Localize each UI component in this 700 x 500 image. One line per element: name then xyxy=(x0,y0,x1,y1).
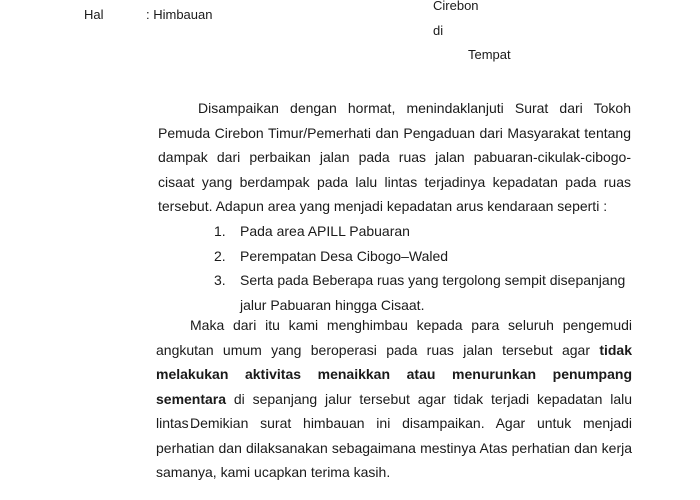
appeal-text-emphasis: tidak melakukan aktivitas menaikkan atau menurunkan penumpang sementara xyxy=(156,341,632,407)
list-item xyxy=(214,244,632,269)
closing-paragraph: Demikian surat himbauan ini disampaikan. Agar untuk menjadi perhatian dan dilaksanakan sebagaimana mestinya Atas perhatian dan kerja samanya, kami ucapkan terima kasih. xyxy=(156,415,632,480)
list-item-number: 1. xyxy=(214,223,226,239)
list-item-text: Serta pada Beberapa ruas yang tergolong sempit disepanjang jalur Pabuaran hingga Cisaat. xyxy=(240,272,626,313)
subject-value: : Himbauan xyxy=(146,7,213,22)
list-item xyxy=(214,219,632,244)
recipient-city: Cirebon xyxy=(433,0,479,13)
list-item-text: Pada area APILL Pabuaran xyxy=(240,223,410,239)
list-item xyxy=(214,268,632,317)
list-item-text: Perempatan Desa Cibogo–Waled xyxy=(240,247,449,264)
list-item-number: 2. xyxy=(214,247,226,264)
appeal-text-start: Maka dari itu kami menghimbau kepada para seluruh pengemudi angkutan umum yang beroperasi pada ruas jalan tersebut agar xyxy=(156,317,632,358)
recipient-place: Tempat xyxy=(468,47,511,62)
recipient-di: di xyxy=(433,23,444,38)
list-item-number: 3. xyxy=(214,272,226,288)
congestion-area-list xyxy=(214,219,632,317)
appeal-text-end: di sepanjang jalur tersebut agar tidak terjadi kepadatan lalu lintas . xyxy=(156,390,632,431)
subject-label: Hal xyxy=(84,7,104,22)
opening-paragraph: Disampaikan dengan hormat, menindaklanjuti Surat dari Tokoh Pemuda Cirebon Timur/Pemerhati dan Pengaduan dari Masyarakat tentang dampak dari perbaikan jalan pada ruas jalan pabuaran-cikulak-cibogo-cisaat yang berdampak pada lalu lintas terjadinya kepadatan pada ruas tersebut. Adapun area yang menjadi kepadatan arus kendaraan seperti : xyxy=(158,100,631,214)
